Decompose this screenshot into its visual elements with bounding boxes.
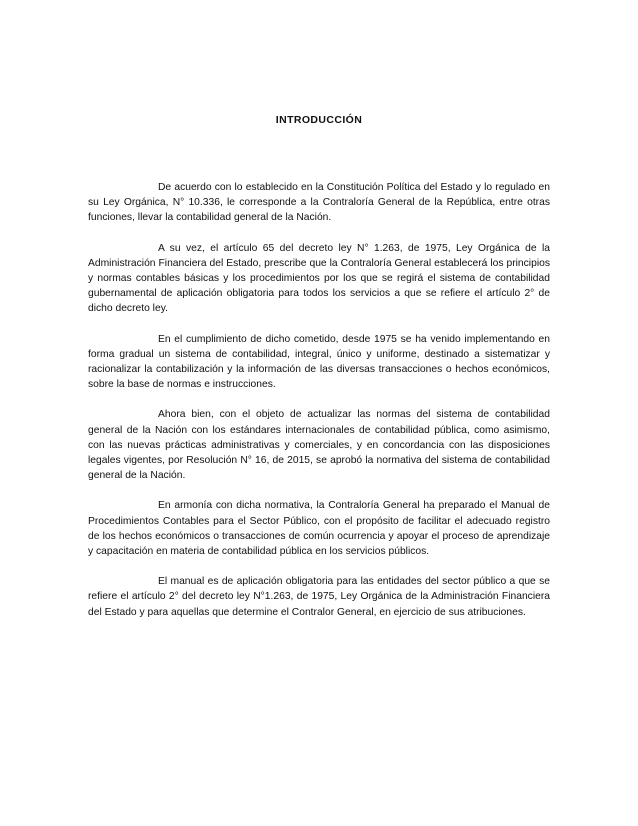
document-title: INTRODUCCIÓN [275, 114, 363, 126]
paragraph-2: A su vez, el artículo 65 del decreto ley N° 1.263, de 1975, Ley Orgánica de la Administración Financiera del Estado, prescribe que la Contraloría General establecerá los principios y normas contables básicas y los procedimientos por los que se regirá el sistema de contabilidad gubernamental de aplicación obligatoria para todos los servicios a que se refiere el artículo 2° de dicho decreto ley. [88, 242, 550, 315]
document-body [88, 180, 550, 635]
paragraph-5: En armonía con dicha normativa, la Contraloría General ha preparado el Manual de Procedimientos Contables para el Sector Público, con el propósito de facilitar el adecuado registro de los hechos económicos o transacciones de común ocurrencia y apoyar el proceso de aprendizaje y capacitación en materia de contabilidad pública en los servicios públicos. [88, 500, 550, 558]
paragraph-6: El manual es de aplicación obligatoria para las entidades del sector público a que se refiere el artículo 2° del decreto ley N°1.263, de 1975, Ley Orgánica de la Administración Financiera del Estado y para aquellas que determine el Contralor General, en ejercicio de sus atribuciones. [88, 576, 550, 618]
paragraph-3: En el cumplimiento de dicho cometido, desde 1975 se ha venido implementando en forma gradual un sistema de contabilidad, integral, único y uniforme, destinado a sistematizar y racionalizar la contabilización y la información de las diversas transacciones o hechos económicos, sobre la base de normas e instrucciones. [88, 333, 550, 391]
paragraph-1: De acuerdo con lo establecido en la Constitución Política del Estado y lo regulado en su Ley Orgánica, N° 10.336, le corresponde a la Contraloría General de la República, entre otras funciones, llevar la contabilidad general de la Nación. [88, 182, 550, 224]
paragraph-4: Ahora bien, con el objeto de actualizar las normas del sistema de contabilidad general de la Nación con los estándares internacionales de contabilidad pública, como asimismo, con las nuevas prácticas administrativas y comerciales, y en concordancia con las disposiciones legales vigentes, por Resolución N° 16, de 2015, se aprobó la normativa del sistema de contabilidad general de la Nación. [88, 409, 550, 482]
